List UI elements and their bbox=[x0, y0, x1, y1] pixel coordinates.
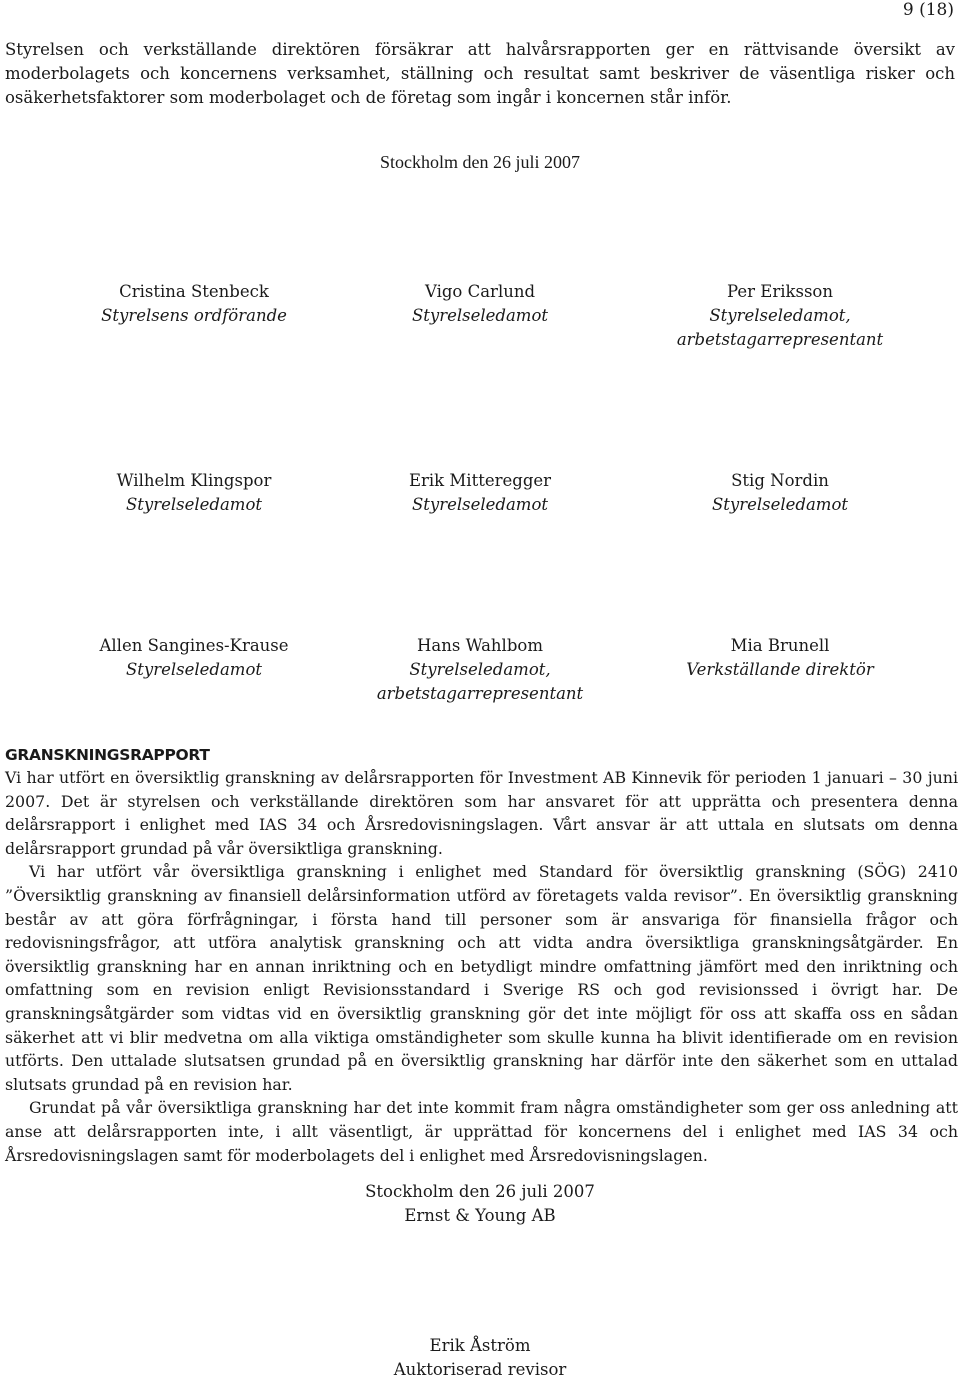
auditor-date-firm bbox=[0, 1180, 960, 1228]
signer-title: Styrelseledamot, arbetstagarrepresentant bbox=[376, 660, 584, 703]
auditor-name: Erik Åström bbox=[429, 1336, 531, 1355]
report-paragraph: Vi har utfört en översiktlig granskning av delårsrapporten för Investment AB Kinnevik för perioden 1 januari – 30 juni 2007. Det är styrelsen och verkställande direktören som har ansvaret för att upprätta och presentera denna delårsrapport i enlighet med IAS 34 och Årsredovisningslagen. Vårt ansvar är att uttala en slutsats om denna delårsrapport grundad på vår översiktliga granskning. bbox=[5, 768, 958, 858]
signer-row-2 bbox=[0, 469, 960, 549]
report-paragraph: Vi har utfört vår översiktliga granskning i enlighet med Standard för översiktlig granskning (SÖG) 2410 ”Översiktlig granskning av finansiell delårsinformation utförd av företagets valda revisor”. En översiktlig granskning består av att göra förfrågningar, i första hand till personer som är ansvariga för finansiella frågor och redovisningsfrågor, att utföra analytisk granskning och att vidta andra översiktliga granskningsåtgärder. En översiktlig granskning har en annan inriktning och en betydligt mindre omfattning jämfört med den inriktning och omfattning som en revision enligt Revisionsstandard i Sverige RS och god revisionssed i övrigt har. De granskningsåtgärder som vidtas vid en översiktlig granskning gör det inte möjligt för oss att skaffa oss en sådan säkerhet att vi blir medvetna om alla viktiga omständigheter som skulle kunna ha blivit identifierade om en revision utförts. Den uttalade slutsatsen grundad på en översiktlig granskning har därför inte den säkerhet som en uttalad slutsats grundad på en revision har. bbox=[5, 862, 958, 1094]
auditor-title: Auktoriserad revisor bbox=[393, 1360, 567, 1379]
signer-name: Allen Sangines-Krause bbox=[99, 636, 289, 655]
signer bbox=[34, 280, 354, 328]
report-paragraph: Grundat på vår översiktliga granskning har det inte kommit fram några omständigheter som ger oss anledning att anse att delårsrapporten inte, i allt väsentligt, är upprättad för koncernens del i enlighet med IAS 34 och Årsredovisningslagen samt för moderbolagets del i enlighet med Årsredovisningslagen. bbox=[5, 1098, 958, 1165]
review-report bbox=[5, 744, 958, 1167]
signer-name: Hans Wahlbom bbox=[417, 636, 543, 655]
signer bbox=[620, 634, 940, 682]
signer bbox=[320, 280, 640, 328]
signer-name: Erik Mitteregger bbox=[408, 471, 552, 490]
signer-row-3 bbox=[0, 634, 960, 714]
signer bbox=[34, 634, 354, 682]
signer-title: Styrelsens ordförande bbox=[101, 306, 287, 325]
signer-name: Mia Brunell bbox=[730, 636, 830, 655]
page-number: 9 (18) bbox=[902, 0, 954, 20]
signer-name: Vigo Carlund bbox=[424, 282, 536, 301]
report-heading: GRANSKNINGSRAPPORT bbox=[5, 746, 210, 764]
auditor-date: Stockholm den 26 juli 2007 bbox=[365, 1182, 595, 1201]
signer-name: Wilhelm Klingspor bbox=[116, 471, 272, 490]
signer-title: Styrelseledamot bbox=[711, 495, 849, 514]
signer bbox=[320, 469, 640, 517]
signer bbox=[620, 469, 940, 517]
signer bbox=[320, 634, 640, 706]
signer bbox=[34, 469, 354, 517]
signer-title: Verkställande direktör bbox=[686, 660, 874, 679]
auditor-firm: Ernst & Young AB bbox=[404, 1206, 556, 1225]
signer bbox=[620, 280, 940, 352]
signer-title: Styrelseledamot bbox=[125, 495, 263, 514]
auditor-signature bbox=[0, 1334, 960, 1382]
signer-name: Per Eriksson bbox=[727, 282, 833, 301]
signer-name: Cristina Stenbeck bbox=[119, 282, 269, 301]
signer-title: Styrelseledamot bbox=[125, 660, 263, 679]
signer-name: Stig Nordin bbox=[731, 471, 829, 490]
signer-title: Styrelseledamot bbox=[411, 495, 549, 514]
signer-title: Styrelseledamot, arbetstagarrepresentant bbox=[676, 306, 884, 349]
signature-date: Stockholm den 26 juli 2007 bbox=[380, 152, 580, 172]
signer-title: Styrelseledamot bbox=[411, 306, 549, 325]
signer-row-1 bbox=[0, 280, 960, 360]
intro-paragraph: Styrelsen och verkställande direktören försäkrar att halvårsrapporten ger en rättvisande översikt av moderbolagets och koncernens verksamhet, ställning och resultat samt beskriver de väsentliga risker och osäkerhetsfaktorer som moderbolaget och de företag som ingår i koncernen står inför. bbox=[5, 40, 955, 107]
